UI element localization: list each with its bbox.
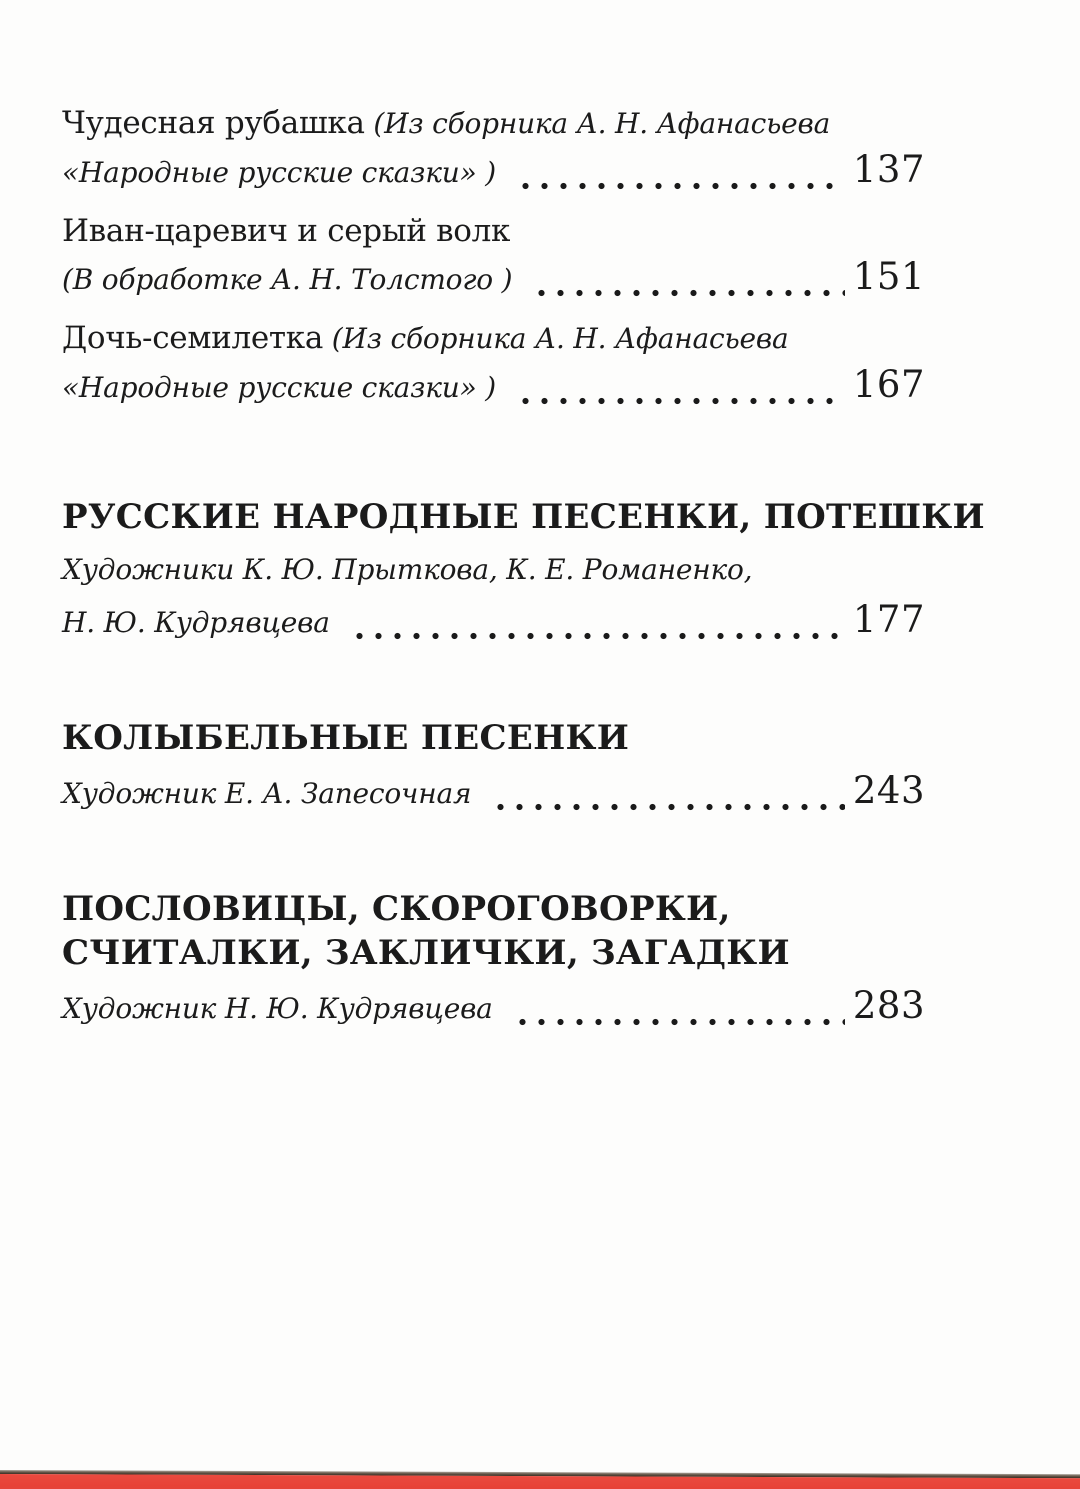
- artist-credit-line: [62, 547, 925, 597]
- page-number: 151: [852, 255, 925, 298]
- toc-entry-title-line: [62, 315, 925, 362]
- toc-entry-page-line: [62, 597, 925, 646]
- toc-entry-title-line: [62, 208, 925, 254]
- page-number: 167: [852, 363, 925, 406]
- story-source-note: (В обработке А. Н. Толстого ): [62, 263, 513, 296]
- artist-credit: Художник Е. А. Запесочная: [62, 777, 472, 810]
- artist-credit: Н. Ю. Кудрявцева: [62, 606, 330, 639]
- toc-entry-page-line: [62, 254, 925, 303]
- section-heading: КОЛЫБЕЛЬНЫЕ ПЕСЕНКИ: [62, 718, 630, 758]
- page-number: 283: [852, 984, 925, 1027]
- page-number: 177: [852, 598, 925, 641]
- toc-entry-page-line: [62, 768, 925, 817]
- dot-leader: [509, 1018, 845, 1032]
- page-bottom-edge: [0, 1470, 1080, 1489]
- section-heading: ПОСЛОВИЦЫ, СКОРОГОВОРКИ,: [62, 889, 731, 929]
- story-title: Дочь-семилетка: [62, 320, 324, 356]
- page-number: 243: [852, 769, 925, 812]
- story-source-note: (Из сборника А. Н. Афанасьева: [364, 107, 831, 140]
- table-of-contents: [62, 100, 985, 1032]
- toc-entry-page-line: [62, 983, 925, 1032]
- dot-leader: [512, 397, 845, 411]
- page-number: 137: [852, 148, 925, 191]
- story-source-note: «Народные русские сказки» ): [62, 156, 496, 189]
- dot-leader: [487, 803, 845, 817]
- toc-entry-page-line: [62, 362, 925, 411]
- dot-leader: [512, 182, 845, 196]
- toc-entry-page-line: [62, 147, 925, 196]
- section-heading: РУССКИЕ НАРОДНЫЕ ПЕСЕНКИ, ПОТЕШКИ: [62, 497, 985, 537]
- artist-credit: Художники К. Ю. Прыткова, К. Е. Романенко,: [62, 553, 753, 586]
- dot-leader: [346, 632, 845, 646]
- artist-credit: Художник Н. Ю. Кудрявцева: [62, 992, 493, 1025]
- story-title: Чудесная рубашка: [62, 105, 365, 141]
- section-heading: СЧИТАЛКИ, ЗАКЛИЧКИ, ЗАГАДКИ: [62, 933, 790, 973]
- toc-entry-title-line: [62, 100, 925, 147]
- dot-leader: [528, 289, 845, 303]
- story-source-note: (Из сборника А. Н. Афанасьева: [323, 322, 789, 355]
- story-title: Иван-царевич и серый волк: [62, 213, 511, 249]
- story-source-note: «Народные русские сказки» ): [62, 371, 496, 404]
